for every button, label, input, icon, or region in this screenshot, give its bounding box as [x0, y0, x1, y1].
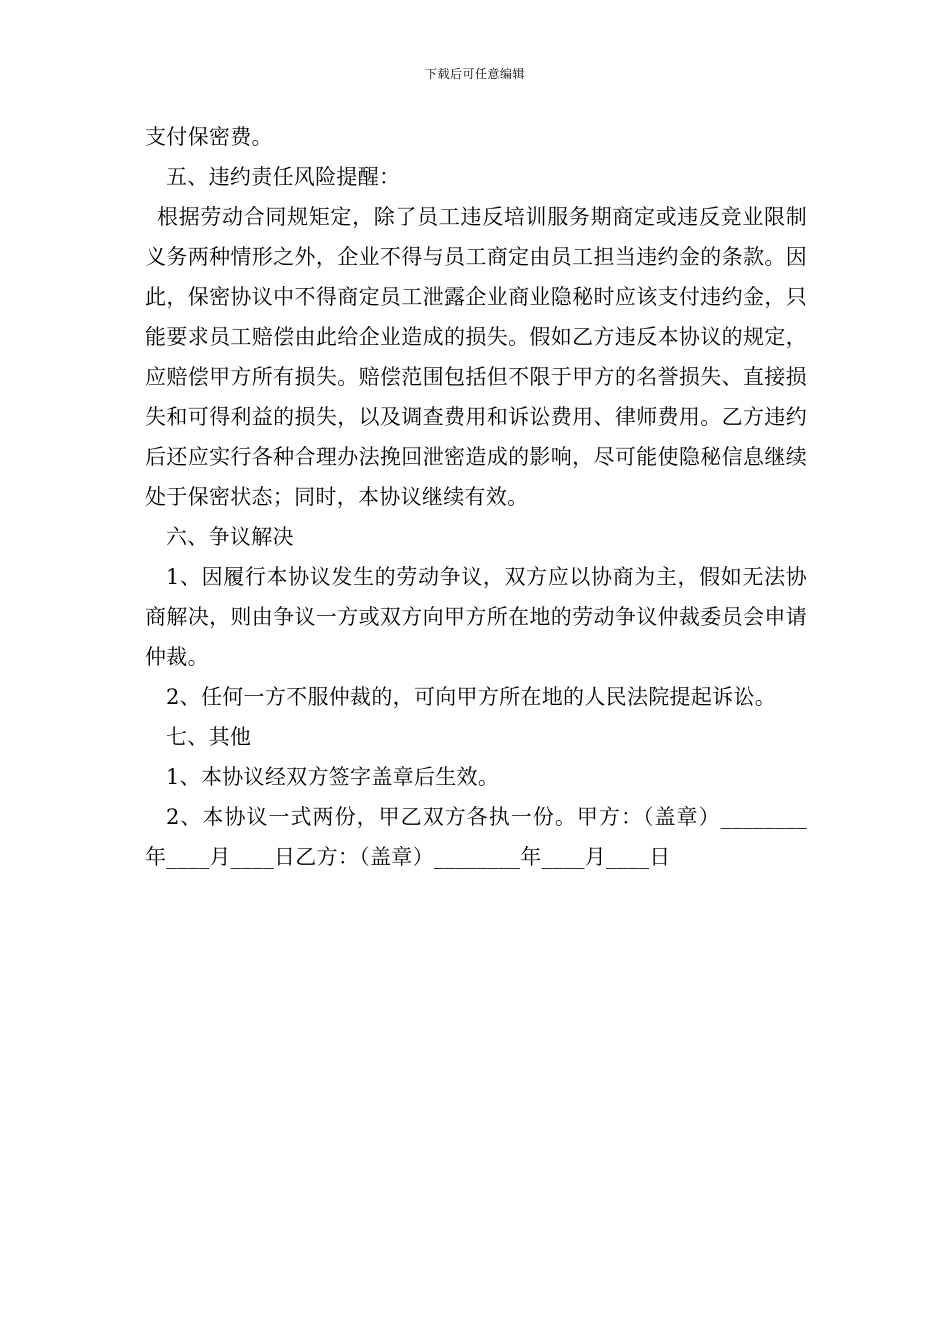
- paragraph-payment-note: 支付保密费。: [145, 125, 273, 149]
- paragraph-dispute-arbitration: 1、因履行本协议发生的劳动争议，双方应以协商为主，假如无法协商解决，则由争议一方或双方向甲方所在地的劳动争议仲裁委员会申请仲裁。: [145, 565, 807, 669]
- document-body: [145, 117, 807, 877]
- page-header: 下载后可任意编辑: [424, 67, 525, 81]
- paragraph-breach-liability: 根据劳动合同规矩定，除了员工违反培训服务期商定或违反竞业限制义务两种情形之外，企业不得与员工商定由员工担当违约金的条款。因此，保密协议中不得商定员工泄露企业商业隐秘时应该支付违约金，只能要求员工赔偿由此给企业造成的损失。假如乙方违反本协议的规定，应赔偿甲方所有损失。赔偿范围包括但不限于甲方的名誉损失、直接损失和可得利益的损失，以及调查费用和诉讼费用、律师费用。乙方违约后还应实行各种合理办法挽回泄密造成的影响，尽可能使隐秘信息继续处于保密状态；同时，本协议继续有效。: [145, 205, 807, 509]
- section-heading-dispute-resolution: 六、争议解决: [166, 525, 294, 549]
- paragraph-dispute-litigation: 2、任何一方不服仲裁的，可向甲方所在地的人民法院提起诉讼。: [166, 685, 777, 709]
- section-heading-breach-liability: 五、违约责任风险提醒：: [166, 165, 401, 189]
- paragraph-effective: 1、本协议经双方签字盖章后生效。: [166, 765, 500, 789]
- paragraph-copies-signatures: 2、本协议一式两份，甲乙双方各执一份。甲方：（盖章）________年____月____日乙方：（盖章）________年____月____日: [145, 805, 807, 869]
- section-heading-other: 七、其他: [166, 725, 252, 749]
